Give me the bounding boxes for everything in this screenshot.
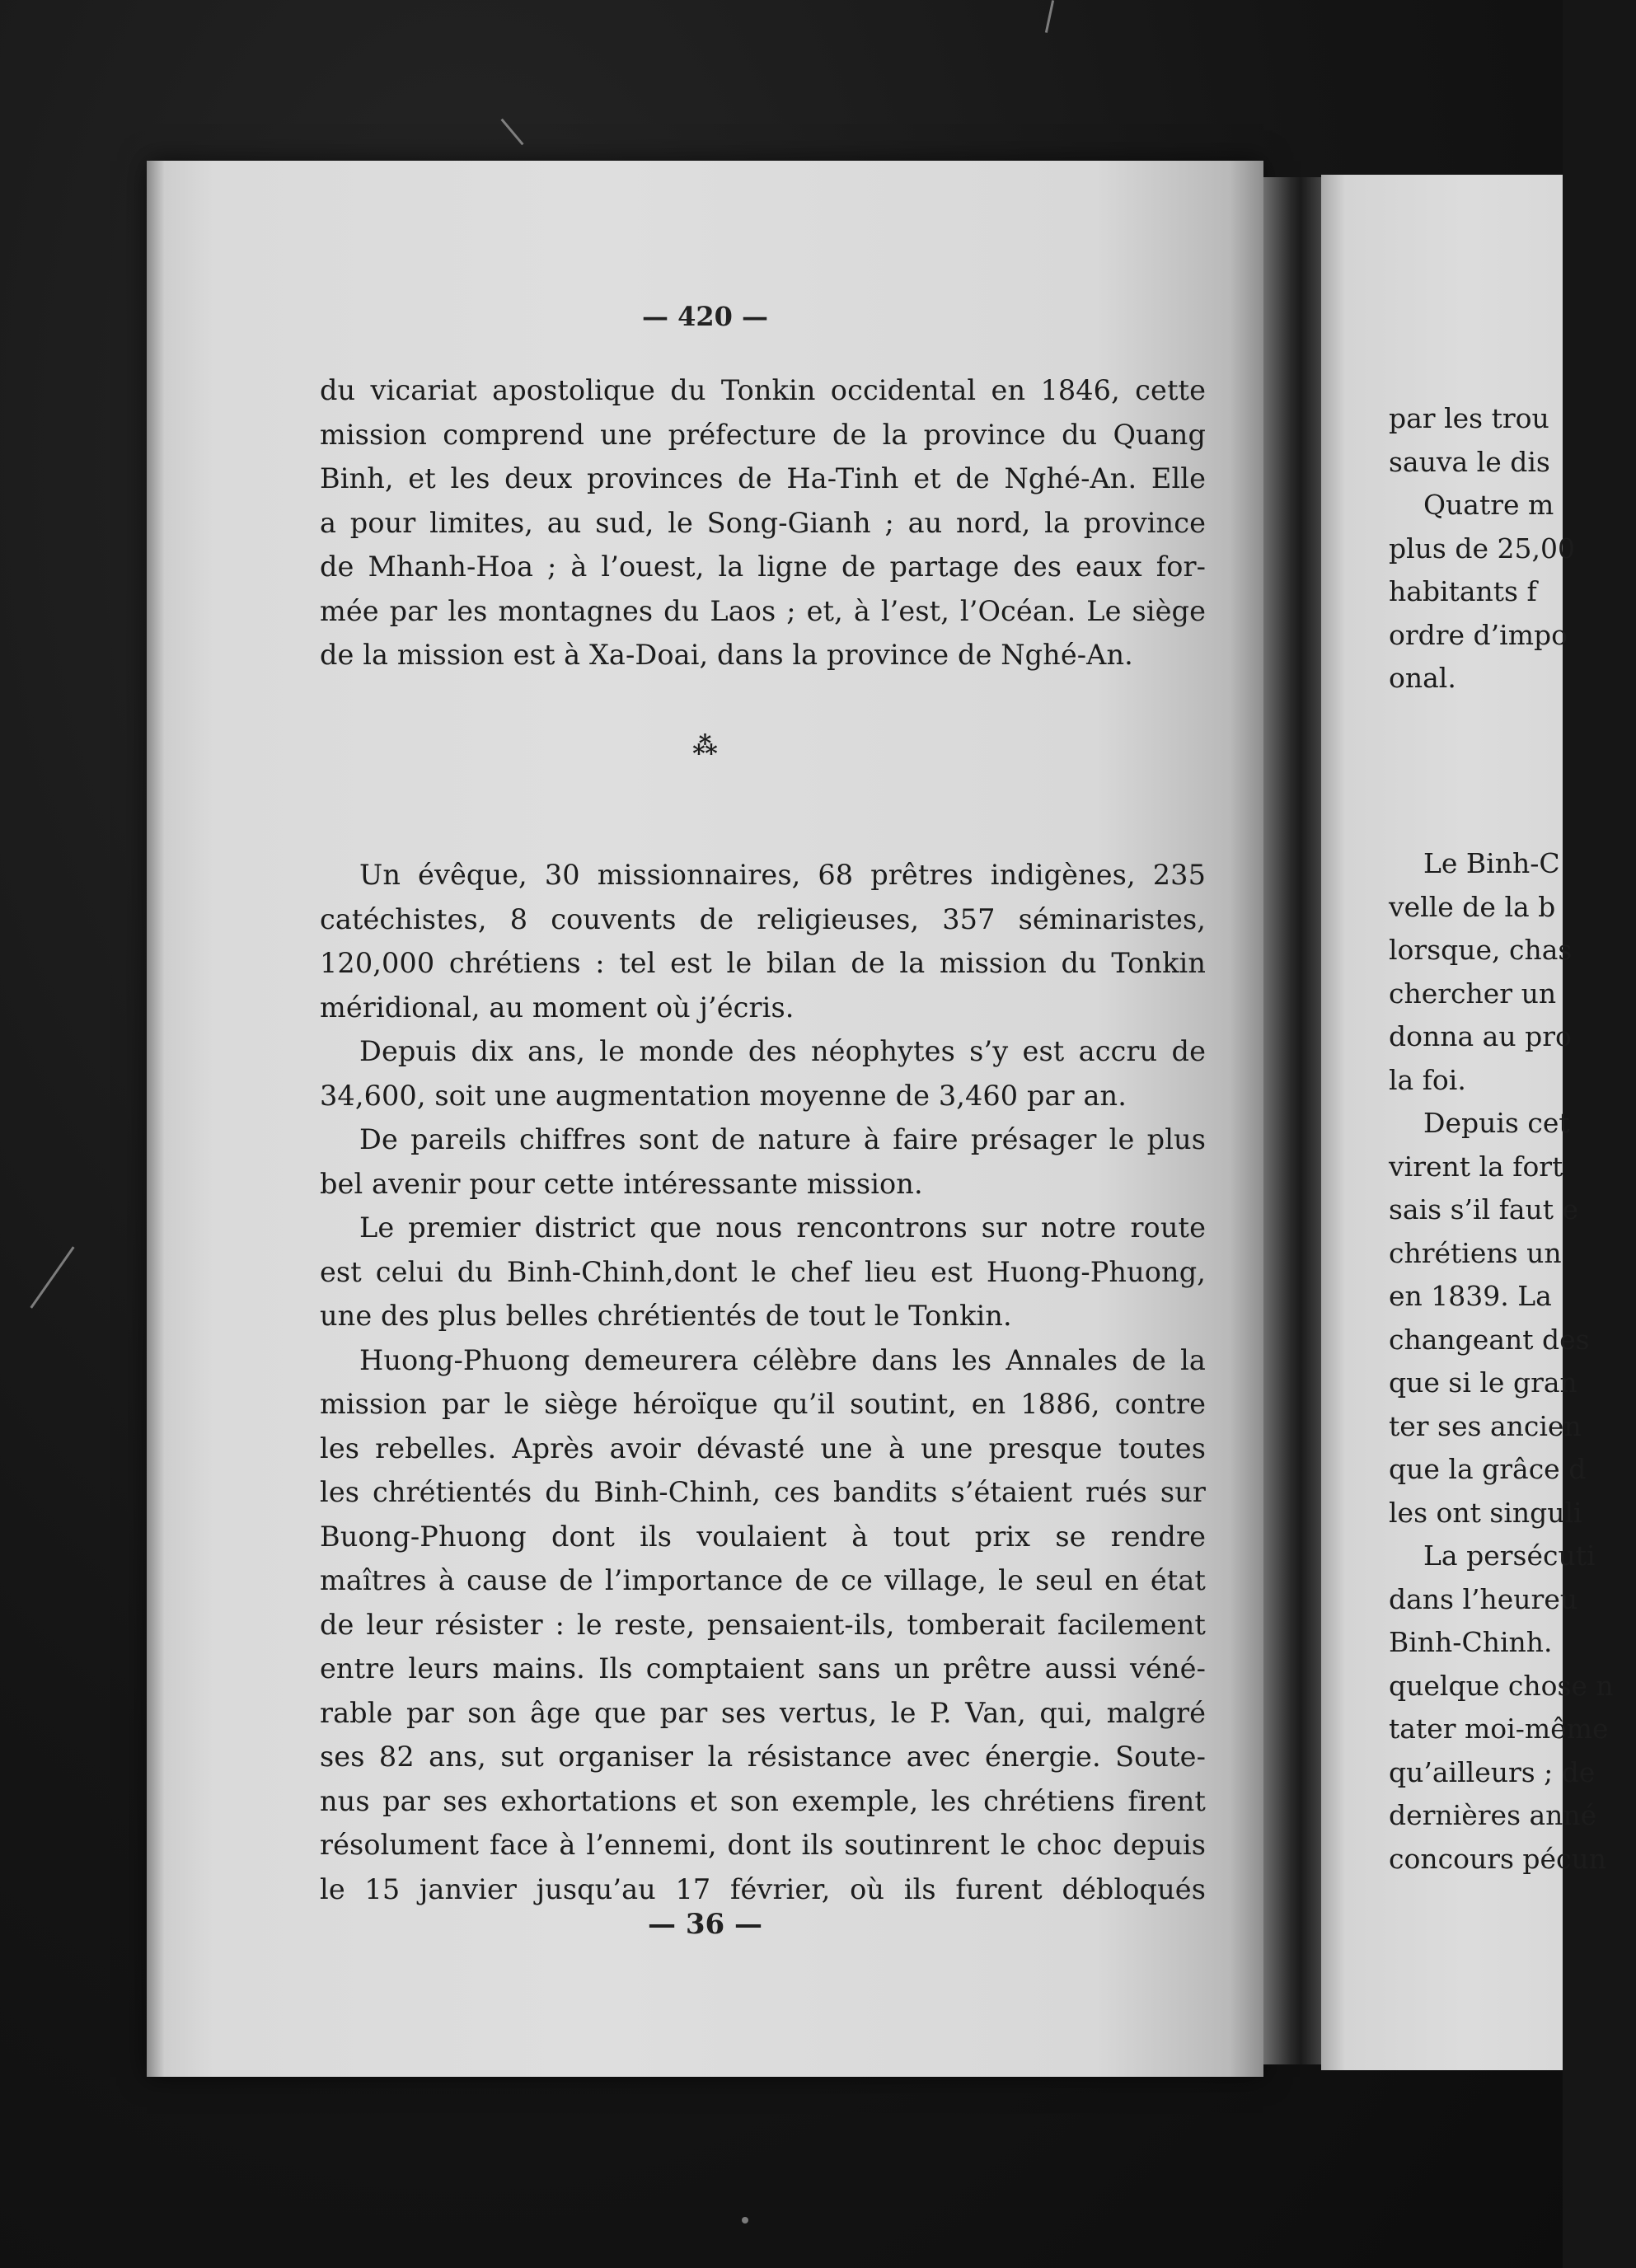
- text-line: rable par son âge que par ses vertus, le P. Van, qui, malgré: [320, 1696, 1206, 1729]
- right-page-top-text: [1389, 397, 1636, 701]
- text-line: La persécuti: [1423, 1539, 1596, 1572]
- mission-section: [320, 853, 1206, 1911]
- text-line: mission par le siège héroïque qu’il soutint, en 1886, contre: [320, 1388, 1206, 1420]
- signature-mark: — 36 —: [648, 1908, 762, 1941]
- text-line: catéchistes, 8 couvents de religieuses, 357 séminaristes,: [320, 902, 1206, 935]
- text-line: méridional, au moment où j’écris.: [320, 991, 795, 1024]
- right-page-bottom-text: [1389, 842, 1636, 1881]
- book-gutter: [1263, 177, 1325, 2064]
- text-line: virent la fort: [1389, 1150, 1563, 1183]
- text-line: plus de 25,00: [1389, 532, 1575, 565]
- text-line: mée par les montagnes du Laos ; et, à l’est, l’Océan. Le siège: [320, 594, 1206, 627]
- text-line: sais s’il faut e: [1389, 1193, 1579, 1225]
- text-line: bel avenir pour cette intéressante mission.: [320, 1167, 923, 1200]
- text-line: maîtres à cause de l’importance de ce village, le seul en état: [320, 1564, 1206, 1596]
- text-line: onal.: [1389, 662, 1456, 694]
- text-line: Buong-Phuong dont ils voulaient à tout prix se rendre: [320, 1520, 1206, 1553]
- text-line: Binh, et les deux provinces de Ha-Tinh et de Nghé-An. Elle: [320, 462, 1206, 494]
- text-line: Quatre m: [1423, 489, 1554, 521]
- text-line: Binh-Chinh.: [1389, 1626, 1553, 1658]
- text-line: dernières anné: [1389, 1799, 1597, 1831]
- text-line: habitants f: [1389, 575, 1537, 607]
- text-line: est celui du Binh-Chinh,dont le chef lieu est Huong-Phuong,: [320, 1255, 1206, 1288]
- text-line: Le premier district que nous rencontrons sur notre route: [359, 1211, 1206, 1244]
- text-line: donna au pro: [1389, 1020, 1572, 1052]
- text-line: une des plus belles chrétientés de tout le Tonkin.: [320, 1300, 1012, 1332]
- text-line: de la mission est à Xa-Doai, dans la province de Nghé-An.: [320, 639, 1133, 671]
- text-line: que la grâce d: [1389, 1453, 1587, 1485]
- text-line: ses 82 ans, sut organiser la résistance avec énergie. Soute-: [320, 1741, 1206, 1773]
- text-line: qu’ailleurs ; de: [1389, 1755, 1596, 1788]
- text-line: que si le gran: [1389, 1366, 1577, 1399]
- text-line: velle de la b: [1389, 890, 1556, 923]
- text-line: du vicariat apostolique du Tonkin occidental en 1846, cette: [320, 374, 1206, 406]
- text-line: ter ses ancien: [1389, 1409, 1582, 1442]
- text-line: la foi.: [1389, 1063, 1466, 1096]
- text-line: Un évêque, 30 missionnaires, 68 prêtres indigènes, 235: [359, 859, 1206, 891]
- text-line: chrétiens un: [1389, 1236, 1562, 1269]
- text-line: lorsque, chas: [1389, 934, 1573, 966]
- text-line: les ont singuli: [1389, 1496, 1582, 1529]
- text-line: dans l’heureu: [1389, 1582, 1578, 1615]
- text-line: en 1839. La: [1389, 1280, 1552, 1312]
- text-line: Depuis cet: [1423, 1107, 1570, 1139]
- text-line: changeant des: [1389, 1323, 1590, 1356]
- text-line: De pareils chiffres sont de nature à faire présager le plus: [359, 1123, 1206, 1155]
- text-line: le 15 janvier jusqu’au 17 février, où ils furent débloqués: [320, 1872, 1206, 1905]
- text-line: de Mhanh-Hoa ; à l’ouest, la ligne de partage des eaux for-: [320, 551, 1206, 583]
- page-number: — 420 —: [641, 301, 769, 332]
- right-page-partial: [1321, 175, 1614, 2070]
- film-scratch: [742, 2217, 748, 2223]
- text-line: Huong-Phuong demeurera célèbre dans les Annales de la: [359, 1343, 1206, 1376]
- text-line: les chrétientés du Binh-Chinh, ces bandits s’étaient rués sur: [320, 1476, 1206, 1508]
- left-page: [147, 161, 1263, 2077]
- text-line: ordre d’impo: [1389, 618, 1568, 651]
- text-line: chercher un: [1389, 977, 1557, 1010]
- text-line: concours pécun: [1389, 1842, 1607, 1875]
- opening-paragraph: [320, 368, 1206, 677]
- text-line: a pour limites, au sud, le Song-Gianh ; au nord, la province: [320, 506, 1206, 539]
- text-line: de leur résister : le reste, pensaient-ils, tomberait facilement: [320, 1608, 1206, 1641]
- text-line: quelque chose n: [1389, 1669, 1614, 1702]
- text-line: entre leurs mains. Ils comptaient sans un prêtre aussi véné-: [320, 1652, 1206, 1685]
- text-line: sauva le dis: [1389, 445, 1550, 478]
- text-line: mission comprend une préfecture de la province du Quang: [320, 418, 1206, 451]
- text-line: nus par ses exhortations et son exemple, les chrétiens firent: [320, 1784, 1206, 1817]
- text-line: par les trou: [1389, 402, 1549, 434]
- text-line: Depuis dix ans, le monde des néophytes s’y est accru de: [359, 1035, 1206, 1067]
- text-line: 120,000 chrétiens : tel est le bilan de la mission du Tonkin: [320, 947, 1206, 979]
- text-line: 34,600, soit une augmentation moyenne de 3,460 par an.: [320, 1079, 1127, 1112]
- asterism: ⁂: [692, 732, 718, 761]
- text-line: les rebelles. Après avoir dévasté une à une presque toutes: [320, 1432, 1206, 1464]
- text-line: tater moi-même: [1389, 1713, 1609, 1745]
- text-line: Le Binh-C: [1423, 847, 1560, 879]
- text-line: résolument face à l’ennemi, dont ils soutinrent le choc depuis: [320, 1829, 1206, 1861]
